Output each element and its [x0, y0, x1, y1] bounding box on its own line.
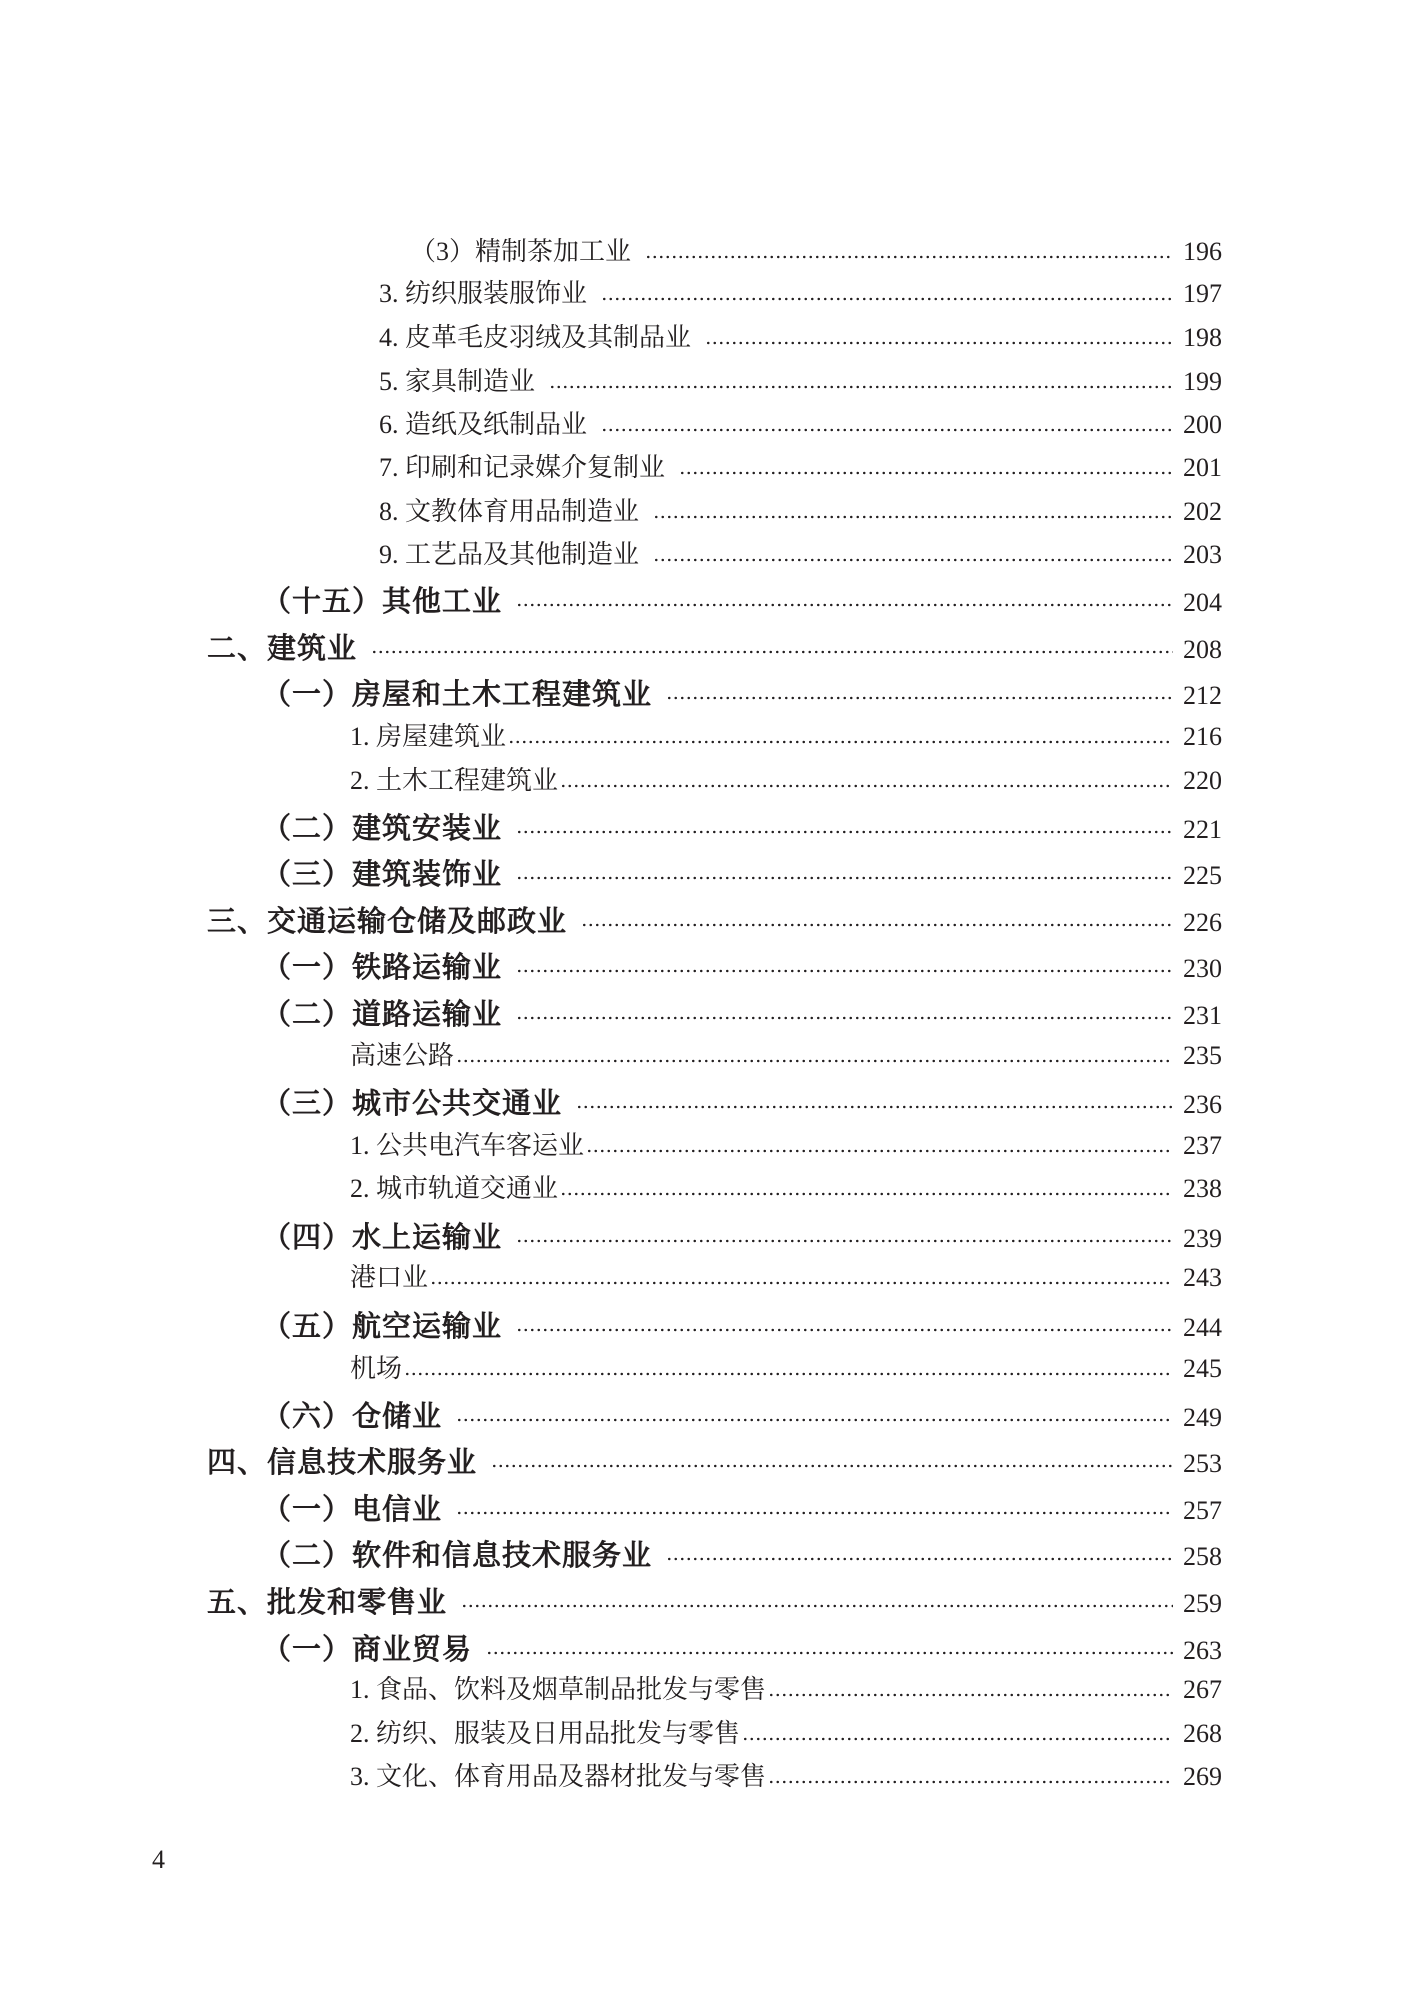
dot-leader	[586, 1148, 1173, 1154]
dot-leader	[516, 1015, 1173, 1021]
toc-entry	[0, 1348, 1222, 1388]
toc-entry-title: （六）仓储业	[262, 1399, 443, 1433]
toc-entry-page: 258	[1183, 1542, 1222, 1571]
toc-entry	[0, 626, 1222, 666]
toc-entry-page: 220	[1183, 766, 1222, 795]
toc-entry	[0, 1440, 1222, 1480]
toc-entry-title: 机场	[350, 1354, 403, 1383]
toc-entry-page: 221	[1183, 815, 1222, 844]
toc-entry	[0, 1669, 1222, 1709]
dot-leader	[491, 1463, 1173, 1469]
toc-entry-title: （3）精制茶加工业	[410, 237, 632, 266]
toc-entry-page: 231	[1183, 1001, 1222, 1030]
toc-entry-page: 243	[1183, 1263, 1222, 1292]
toc-entry-title: 港口业	[350, 1263, 429, 1292]
toc-entry-page: 237	[1183, 1131, 1222, 1160]
toc-entry-title: 2. 纺织、服装及日用品批发与零售	[350, 1719, 741, 1748]
toc-entry	[0, 273, 1222, 313]
toc-entry-page: 245	[1183, 1354, 1222, 1383]
toc-entry	[0, 806, 1222, 846]
toc-entry-title: （一）铁路运输业	[262, 950, 503, 984]
toc-entry-page: 225	[1183, 861, 1222, 890]
toc-entry	[0, 1168, 1222, 1208]
toc-entry-title: 3. 文化、体育用品及器材批发与零售	[350, 1762, 767, 1791]
dot-leader	[371, 649, 1173, 655]
dot-leader	[549, 384, 1173, 390]
toc-entry	[0, 317, 1222, 357]
toc-entry	[0, 1125, 1222, 1165]
dot-leader	[456, 1058, 1173, 1064]
toc-entry-page: 198	[1183, 323, 1222, 352]
toc-entry-page: 230	[1183, 954, 1222, 983]
toc-entry	[0, 1081, 1222, 1121]
dot-leader	[666, 1556, 1173, 1562]
dot-leader	[768, 1692, 1173, 1698]
toc-entry-page: 238	[1183, 1174, 1222, 1203]
toc-entry	[0, 1304, 1222, 1344]
toc-entry-page: 268	[1183, 1719, 1222, 1748]
dot-leader	[581, 922, 1173, 928]
toc-entry-page: 200	[1183, 410, 1222, 439]
toc-entry	[0, 1533, 1222, 1573]
toc-entry-title: （一）商业贸易	[262, 1632, 473, 1666]
toc-entry	[0, 899, 1222, 939]
toc-entry-title: 9. 工艺品及其他制造业	[379, 540, 640, 569]
dot-leader	[645, 254, 1173, 260]
toc-entry-title: 8. 文教体育用品制造业	[379, 497, 640, 526]
dot-leader	[516, 875, 1173, 881]
toc-entry	[0, 361, 1222, 401]
toc-entry-page: 249	[1183, 1403, 1222, 1432]
toc-entry-page: 226	[1183, 908, 1222, 937]
toc-entry-title: （三）建筑装饰业	[262, 857, 503, 891]
toc-entry-title: （一）房屋和土木工程建筑业	[262, 677, 653, 711]
toc-entry-title: 1. 房屋建筑业	[350, 722, 507, 751]
toc-entry-page: 235	[1183, 1041, 1222, 1070]
toc-entry-page: 201	[1183, 453, 1222, 482]
toc-entry-page: 269	[1183, 1762, 1222, 1791]
dot-leader	[404, 1371, 1173, 1377]
dot-leader	[601, 427, 1173, 433]
toc-entry-title: 3. 纺织服装服饰业	[379, 279, 588, 308]
toc-entry-title: （三）城市公共交通业	[262, 1086, 563, 1120]
toc-entry-page: 259	[1183, 1589, 1222, 1618]
toc-entry-title: 二、建筑业	[207, 631, 358, 665]
dot-leader	[576, 1104, 1173, 1110]
toc-entry	[0, 534, 1222, 574]
toc-entry	[0, 231, 1222, 271]
toc-entry-title: 三、交通运输仓储及邮政业	[207, 904, 568, 938]
toc-entry	[0, 1487, 1222, 1527]
dot-leader	[516, 602, 1173, 608]
toc-entry-title: 2. 城市轨道交通业	[350, 1174, 559, 1203]
toc-entry	[0, 1394, 1222, 1434]
toc-entry-title: 四、信息技术服务业	[207, 1445, 478, 1479]
toc-entry	[0, 1580, 1222, 1620]
dot-leader	[508, 739, 1173, 745]
dot-leader	[456, 1417, 1173, 1423]
toc-entry-title: （二）道路运输业	[262, 997, 503, 1031]
dot-leader	[679, 470, 1173, 476]
toc-entry	[0, 579, 1222, 619]
dot-leader	[516, 1238, 1173, 1244]
toc-entry-title: （五）航空运输业	[262, 1309, 503, 1343]
toc-entry-title: （二）建筑安装业	[262, 811, 503, 845]
toc-entry-page: 263	[1183, 1636, 1222, 1665]
dot-leader	[768, 1779, 1173, 1785]
dot-leader	[461, 1603, 1173, 1609]
toc-entry-title: 6. 造纸及纸制品业	[379, 410, 588, 439]
toc-entry	[0, 1035, 1222, 1075]
dot-leader	[742, 1736, 1173, 1742]
toc-entry-title: 5. 家具制造业	[379, 367, 536, 396]
toc-entry	[0, 1756, 1222, 1796]
toc-entry	[0, 945, 1222, 985]
dot-leader	[705, 340, 1173, 346]
toc-entry-title: 1. 公共电汽车客运业	[350, 1131, 585, 1160]
toc-entry-page: 239	[1183, 1224, 1222, 1253]
toc-entry-page: 236	[1183, 1090, 1222, 1119]
toc-entry	[0, 760, 1222, 800]
toc-entry	[0, 1713, 1222, 1753]
toc-entry	[0, 491, 1222, 531]
toc-entry-page: 216	[1183, 722, 1222, 751]
dot-leader	[560, 783, 1173, 789]
toc-entry	[0, 1257, 1222, 1297]
dot-leader	[653, 514, 1173, 520]
toc-entry-page: 197	[1183, 279, 1222, 308]
toc-entry-title: （十五）其他工业	[262, 584, 503, 618]
toc-entry-page: 244	[1183, 1313, 1222, 1342]
toc-entry-title: 五、批发和零售业	[207, 1585, 448, 1619]
toc-entry-page: 267	[1183, 1675, 1222, 1704]
page-number: 4	[152, 1845, 165, 1874]
dot-leader	[601, 296, 1173, 302]
toc-entry-title: 高速公路	[350, 1041, 455, 1070]
toc-entry	[0, 852, 1222, 892]
toc-entry-page: 202	[1183, 497, 1222, 526]
dot-leader	[560, 1191, 1173, 1197]
toc-entry	[0, 716, 1222, 756]
dot-leader	[456, 1510, 1173, 1516]
toc-entry-page: 203	[1183, 540, 1222, 569]
toc-entry-page: 204	[1183, 588, 1222, 617]
dot-leader	[516, 829, 1173, 835]
toc-entry	[0, 1627, 1222, 1667]
toc-entry-page: 208	[1183, 635, 1222, 664]
toc-entry-page: 253	[1183, 1449, 1222, 1478]
toc-entry	[0, 672, 1222, 712]
dot-leader	[430, 1280, 1173, 1286]
toc-entry-title: （四）水上运输业	[262, 1220, 503, 1254]
toc-entry-title: 4. 皮革毛皮羽绒及其制品业	[379, 323, 692, 352]
toc-entry-title: （一）电信业	[262, 1492, 443, 1526]
toc-entry-title: （二）软件和信息技术服务业	[262, 1538, 653, 1572]
dot-leader	[516, 1327, 1173, 1333]
toc-entry-page: 257	[1183, 1496, 1222, 1525]
dot-leader	[516, 968, 1173, 974]
toc-entry-title: 7. 印刷和记录媒介复制业	[379, 453, 666, 482]
toc-entry-title: 2. 土木工程建筑业	[350, 766, 559, 795]
toc-entry-page: 199	[1183, 367, 1222, 396]
toc-entry	[0, 992, 1222, 1032]
toc-entry-title: 1. 食品、饮料及烟草制品批发与零售	[350, 1675, 767, 1704]
dot-leader	[486, 1650, 1173, 1656]
toc-entry	[0, 1215, 1222, 1255]
toc-entry-page: 212	[1183, 681, 1222, 710]
dot-leader	[653, 557, 1173, 563]
dot-leader	[666, 695, 1173, 701]
toc-entry	[0, 404, 1222, 444]
toc-entry-page: 196	[1183, 237, 1222, 266]
toc-entry	[0, 447, 1222, 487]
